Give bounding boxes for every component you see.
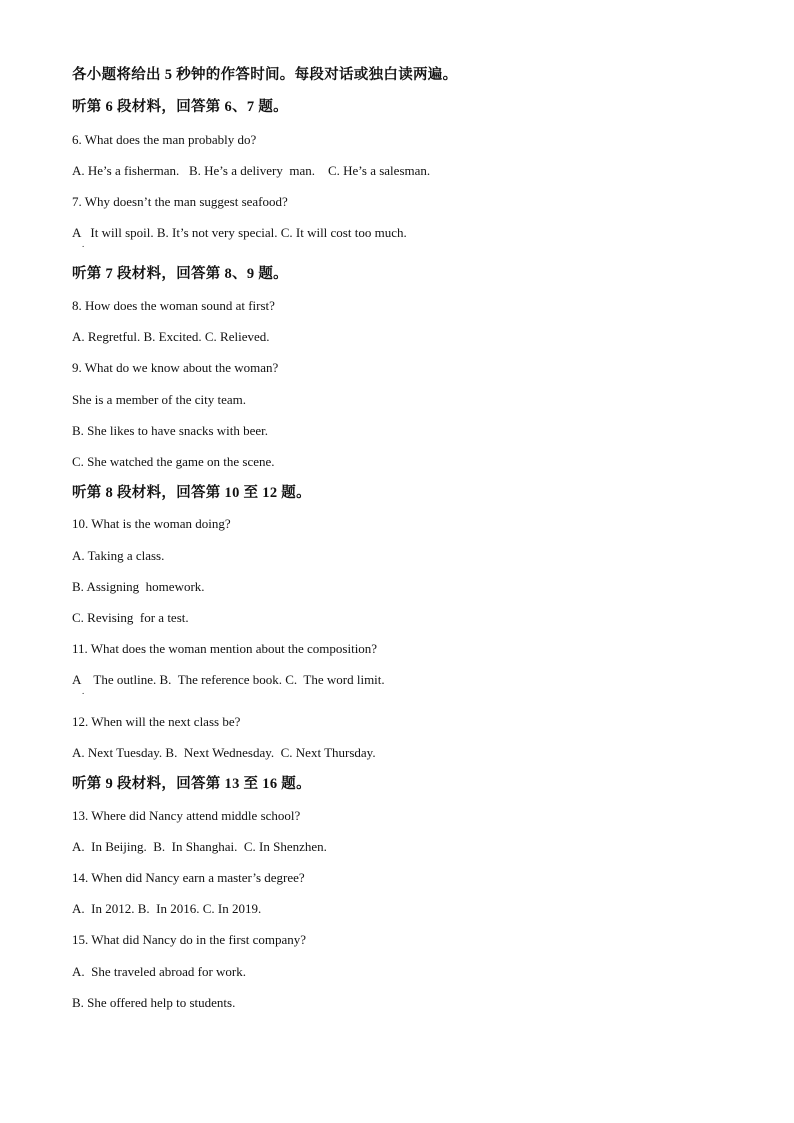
- options-13: A. In Beijing. B. In Shanghai. C. In Shenzhen.: [72, 839, 327, 854]
- question-9: 9. What do we know about the woman?: [72, 360, 279, 375]
- question-15: 15. What did Nancy do in the first company?: [72, 932, 307, 947]
- options-11: A The outline. B. The reference book. C. The word limit.: [72, 672, 385, 687]
- question-13: 13. Where did Nancy attend middle school?: [72, 808, 301, 823]
- option-10-b: B. Assigning homework.: [72, 579, 205, 594]
- question-10: 10. What is the woman doing?: [72, 516, 231, 531]
- option-9-b: B. She likes to have snacks with beer.: [72, 423, 269, 438]
- option-15-b: B. She offered help to students.: [72, 995, 236, 1010]
- options-8: A. Regretful. B. Excited. C. Relieved.: [72, 329, 270, 344]
- options-11-dot: .: [82, 686, 85, 696]
- option-10-c: C. Revising for a test.: [72, 610, 189, 625]
- question-11: 11. What does the woman mention about the composition?: [72, 641, 378, 656]
- options-12: A. Next Tuesday. B. Next Wednesday. C. Next Thursday.: [72, 745, 376, 760]
- line-instructions: 各小题将给出 5 秒钟的作答时间。每段对话或独白读两遍。: [72, 67, 458, 83]
- question-8: 8. How does the woman sound at first?: [72, 298, 275, 313]
- question-6: 6. What does the man probably do?: [72, 132, 257, 147]
- option-9-a: She is a member of the city team.: [72, 392, 247, 407]
- question-12: 12. When will the next class be?: [72, 714, 241, 729]
- option-15-a: A. She traveled abroad for work.: [72, 964, 246, 979]
- option-9-c: C. She watched the game on the scene.: [72, 454, 275, 469]
- heading-section-8: 听第 8 段材料，回答第 10 至 12 题。: [72, 485, 311, 501]
- heading-section-6: 听第 6 段材料，回答第 6、7 题。: [72, 99, 288, 115]
- question-7: 7. Why doesn’t the man suggest seafood?: [72, 194, 288, 209]
- options-7: A It will spoil. B. It’s not very special. C. It will cost too much.: [72, 225, 407, 240]
- heading-section-9: 听第 9 段材料，回答第 13 至 16 题。: [72, 776, 311, 792]
- options-14: A. In 2012. B. In 2016. C. In 2019.: [72, 901, 262, 916]
- options-7-dot: .: [82, 239, 85, 249]
- option-10-a: A. Taking a class.: [72, 548, 165, 563]
- heading-section-7: 听第 7 段材料，回答第 8、9 题。: [72, 266, 288, 282]
- options-6: A. He’s a fisherman. B. He’s a delivery man. C. He’s a salesman.: [72, 163, 431, 178]
- question-14: 14. When did Nancy earn a master’s degree?: [72, 870, 305, 885]
